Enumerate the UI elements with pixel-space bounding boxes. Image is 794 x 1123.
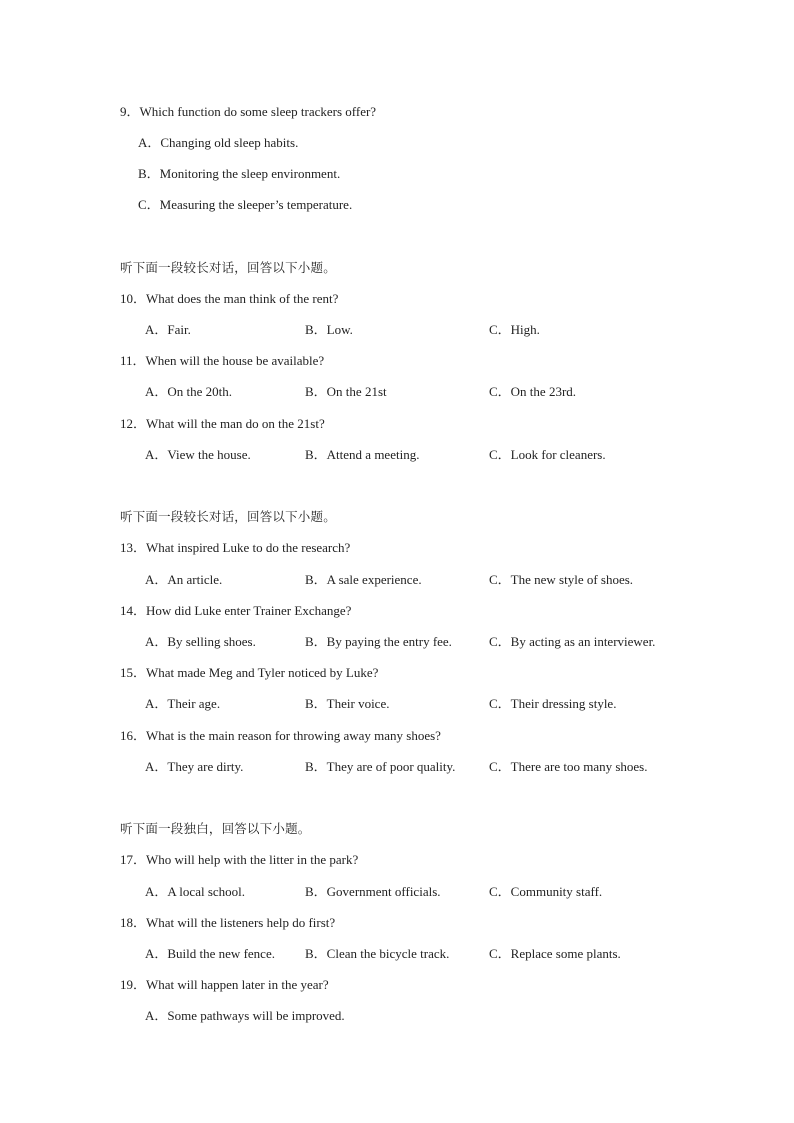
question-12-option-b: B．Attend a meeting. <box>305 447 420 462</box>
question-19: 19．What will happen later in the year? <box>120 977 329 992</box>
question-15-options <box>0 696 794 712</box>
question-11-option-a: A．On the 20th. <box>145 384 233 399</box>
question-10-options <box>0 322 794 338</box>
question-10-option-c: C．High. <box>489 322 540 337</box>
question-12-options <box>0 447 794 463</box>
question-9: 9．Which function do some sleep trackers offer? <box>120 104 377 119</box>
question-15-option-c: C．Their dressing style. <box>489 696 617 711</box>
question-12-option-c: C．Look for cleaners. <box>489 447 606 462</box>
question-12-option-a: A．View the house. <box>145 447 251 462</box>
question-15: 15．What made Meg and Tyler noticed by Luke? <box>120 665 379 680</box>
question-10: 10．What does the man think of the rent? <box>120 291 339 306</box>
question-18-option-a: A．Build the new fence. <box>145 946 275 961</box>
question-17: 17．Who will help with the litter in the park? <box>120 852 359 867</box>
question-13: 13．What inspired Luke to do the research? <box>120 540 351 555</box>
section-heading-1: 听下面一段较长对话，回答以下小题。 <box>120 260 336 275</box>
question-16-options <box>0 759 794 775</box>
question-18-option-c: C．Replace some plants. <box>489 946 621 961</box>
question-16-option-b: B．They are of poor quality. <box>305 759 456 774</box>
question-11: 11．When will the house be available? <box>120 353 325 368</box>
section-heading-3: 听下面一段独白，回答以下小题。 <box>120 821 311 836</box>
question-17-option-c: C．Community staff. <box>489 884 603 899</box>
question-14-options <box>0 634 794 650</box>
question-14-option-b: B．By paying the entry fee. <box>305 634 452 649</box>
section-heading-2: 听下面一段较长对话，回答以下小题。 <box>120 509 336 524</box>
question-19-options <box>0 1008 794 1024</box>
question-13-option-b: B．A sale experience. <box>305 572 422 587</box>
question-16-option-c: C．There are too many shoes. <box>489 759 648 774</box>
question-14: 14．How did Luke enter Trainer Exchange? <box>120 603 352 618</box>
question-18-options <box>0 946 794 962</box>
question-10-option-a: A．Fair. <box>145 322 191 337</box>
question-15-option-b: B．Their voice. <box>305 696 390 711</box>
question-13-option-a: A．An article. <box>145 572 223 587</box>
question-17-option-a: A．A local school. <box>145 884 246 899</box>
question-11-option-b: B．On the 21st <box>305 384 387 399</box>
question-16-option-a: A．They are dirty. <box>145 759 244 774</box>
question-9-option-b: B．Monitoring the sleep environment. <box>138 166 341 181</box>
question-19-option-a: A．Some pathways will be improved. <box>145 1008 345 1023</box>
question-10-option-b: B．Low. <box>305 322 353 337</box>
question-9-option-c: C．Measuring the sleeper’s temperature. <box>138 197 353 212</box>
question-11-options <box>0 384 794 400</box>
question-17-option-b: B．Government officials. <box>305 884 441 899</box>
question-11-option-c: C．On the 23rd. <box>489 384 577 399</box>
question-16: 16．What is the main reason for throwing away many shoes? <box>120 728 441 743</box>
question-18-option-b: B．Clean the bicycle track. <box>305 946 450 961</box>
question-14-option-a: A．By selling shoes. <box>145 634 256 649</box>
question-12: 12．What will the man do on the 21st? <box>120 416 325 431</box>
question-18: 18．What will the listeners help do first? <box>120 915 336 930</box>
question-13-options <box>0 572 794 588</box>
question-13-option-c: C．The new style of shoes. <box>489 572 634 587</box>
question-14-option-c: C．By acting as an interviewer. <box>489 634 656 649</box>
question-17-options <box>0 884 794 900</box>
question-9-option-a: A．Changing old sleep habits. <box>138 135 299 150</box>
question-15-option-a: A．Their age. <box>145 696 221 711</box>
